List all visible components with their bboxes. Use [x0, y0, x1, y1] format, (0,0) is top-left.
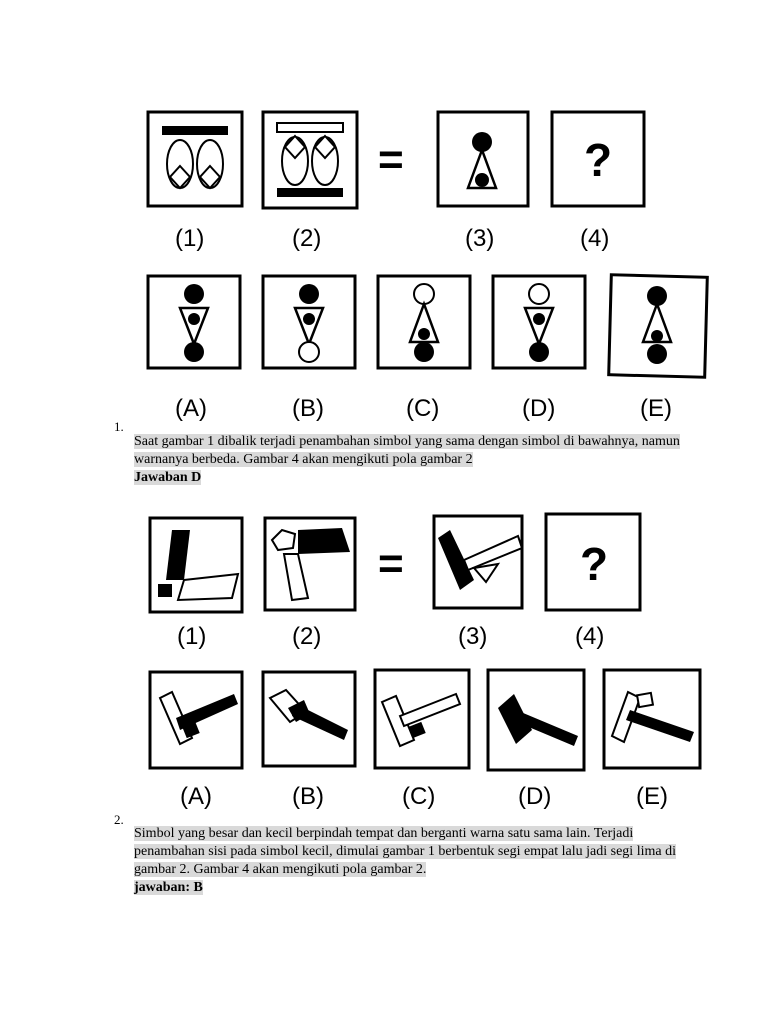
equals-sign: =	[378, 135, 404, 184]
fig2-option-a	[150, 672, 242, 768]
equals-sign-2: =	[378, 539, 404, 588]
fig2-box-2	[265, 518, 355, 610]
label-2-b: (B)	[292, 783, 324, 810]
problem-1-explanation: Saat gambar 1 dibalik terjadi penambahan simbol yang sama dengan simbol di bawahnya, namun warnanya berbeda. Gambar 4 akan mengikuti pola gambar 2	[134, 434, 680, 467]
fig1-option-e	[609, 275, 708, 377]
fig2-option-e	[604, 670, 700, 768]
label-d: (D)	[522, 395, 556, 422]
label-2-1: (1)	[177, 623, 207, 650]
label-1: (1)	[175, 225, 205, 252]
problem-2-answer: jawaban: B	[134, 880, 203, 895]
label-c: (C)	[406, 395, 440, 422]
fig2-option-b	[263, 672, 355, 766]
label-b: (B)	[292, 395, 324, 422]
problem-2-explanation: Simbol yang besar dan kecil berpindah tempat dan berganti warna satu sama lain. Terjadi penambahan sisi pada simbol kecil, dimulai gambar 1 berbentuk segi empat lalu jadi segi lima di gambar 2. Gambar 4 akan mengikuti pola gambar 2.	[134, 826, 676, 877]
fig1-box-4	[552, 112, 644, 206]
label-2-3: (3)	[458, 623, 488, 650]
fig1-option-a	[148, 276, 240, 368]
fig2-option-d	[488, 670, 584, 770]
fig1-box-1	[148, 112, 242, 206]
fig2-box-4	[546, 514, 640, 610]
label-e: (E)	[640, 395, 672, 422]
label-4: (4)	[580, 225, 610, 252]
problem-1-text	[134, 433, 682, 487]
fig1-option-d	[493, 276, 585, 368]
fig1-option-c	[378, 276, 470, 368]
label-2: (2)	[292, 225, 322, 252]
question-mark: ?	[584, 134, 613, 186]
problem-2-number: 2.	[114, 812, 124, 827]
figure-2-svg	[120, 508, 720, 812]
fig2-box-3	[434, 516, 522, 608]
fig2-option-c	[375, 670, 469, 768]
label-3: (3)	[465, 225, 495, 252]
label-2-d: (D)	[518, 783, 552, 810]
problem-1-number: 1.	[114, 419, 124, 434]
problem-2-text	[134, 825, 682, 897]
problem-1-answer: Jawaban D	[134, 470, 202, 485]
fig1-box-2	[263, 112, 357, 208]
fig1-option-b	[263, 276, 355, 368]
label-2-2: (2)	[292, 623, 322, 650]
label-2-e: (E)	[636, 783, 668, 810]
figure-problem-1	[120, 104, 720, 424]
label-2-c: (C)	[402, 783, 436, 810]
fig1-box-3	[438, 112, 528, 206]
figure-1-svg	[120, 104, 720, 424]
label-a: (A)	[175, 395, 207, 422]
question-mark-2: ?	[580, 538, 609, 590]
figure-problem-2	[120, 508, 720, 812]
label-2-4: (4)	[575, 623, 605, 650]
label-2-a: (A)	[180, 783, 212, 810]
fig2-box-1	[150, 518, 242, 612]
